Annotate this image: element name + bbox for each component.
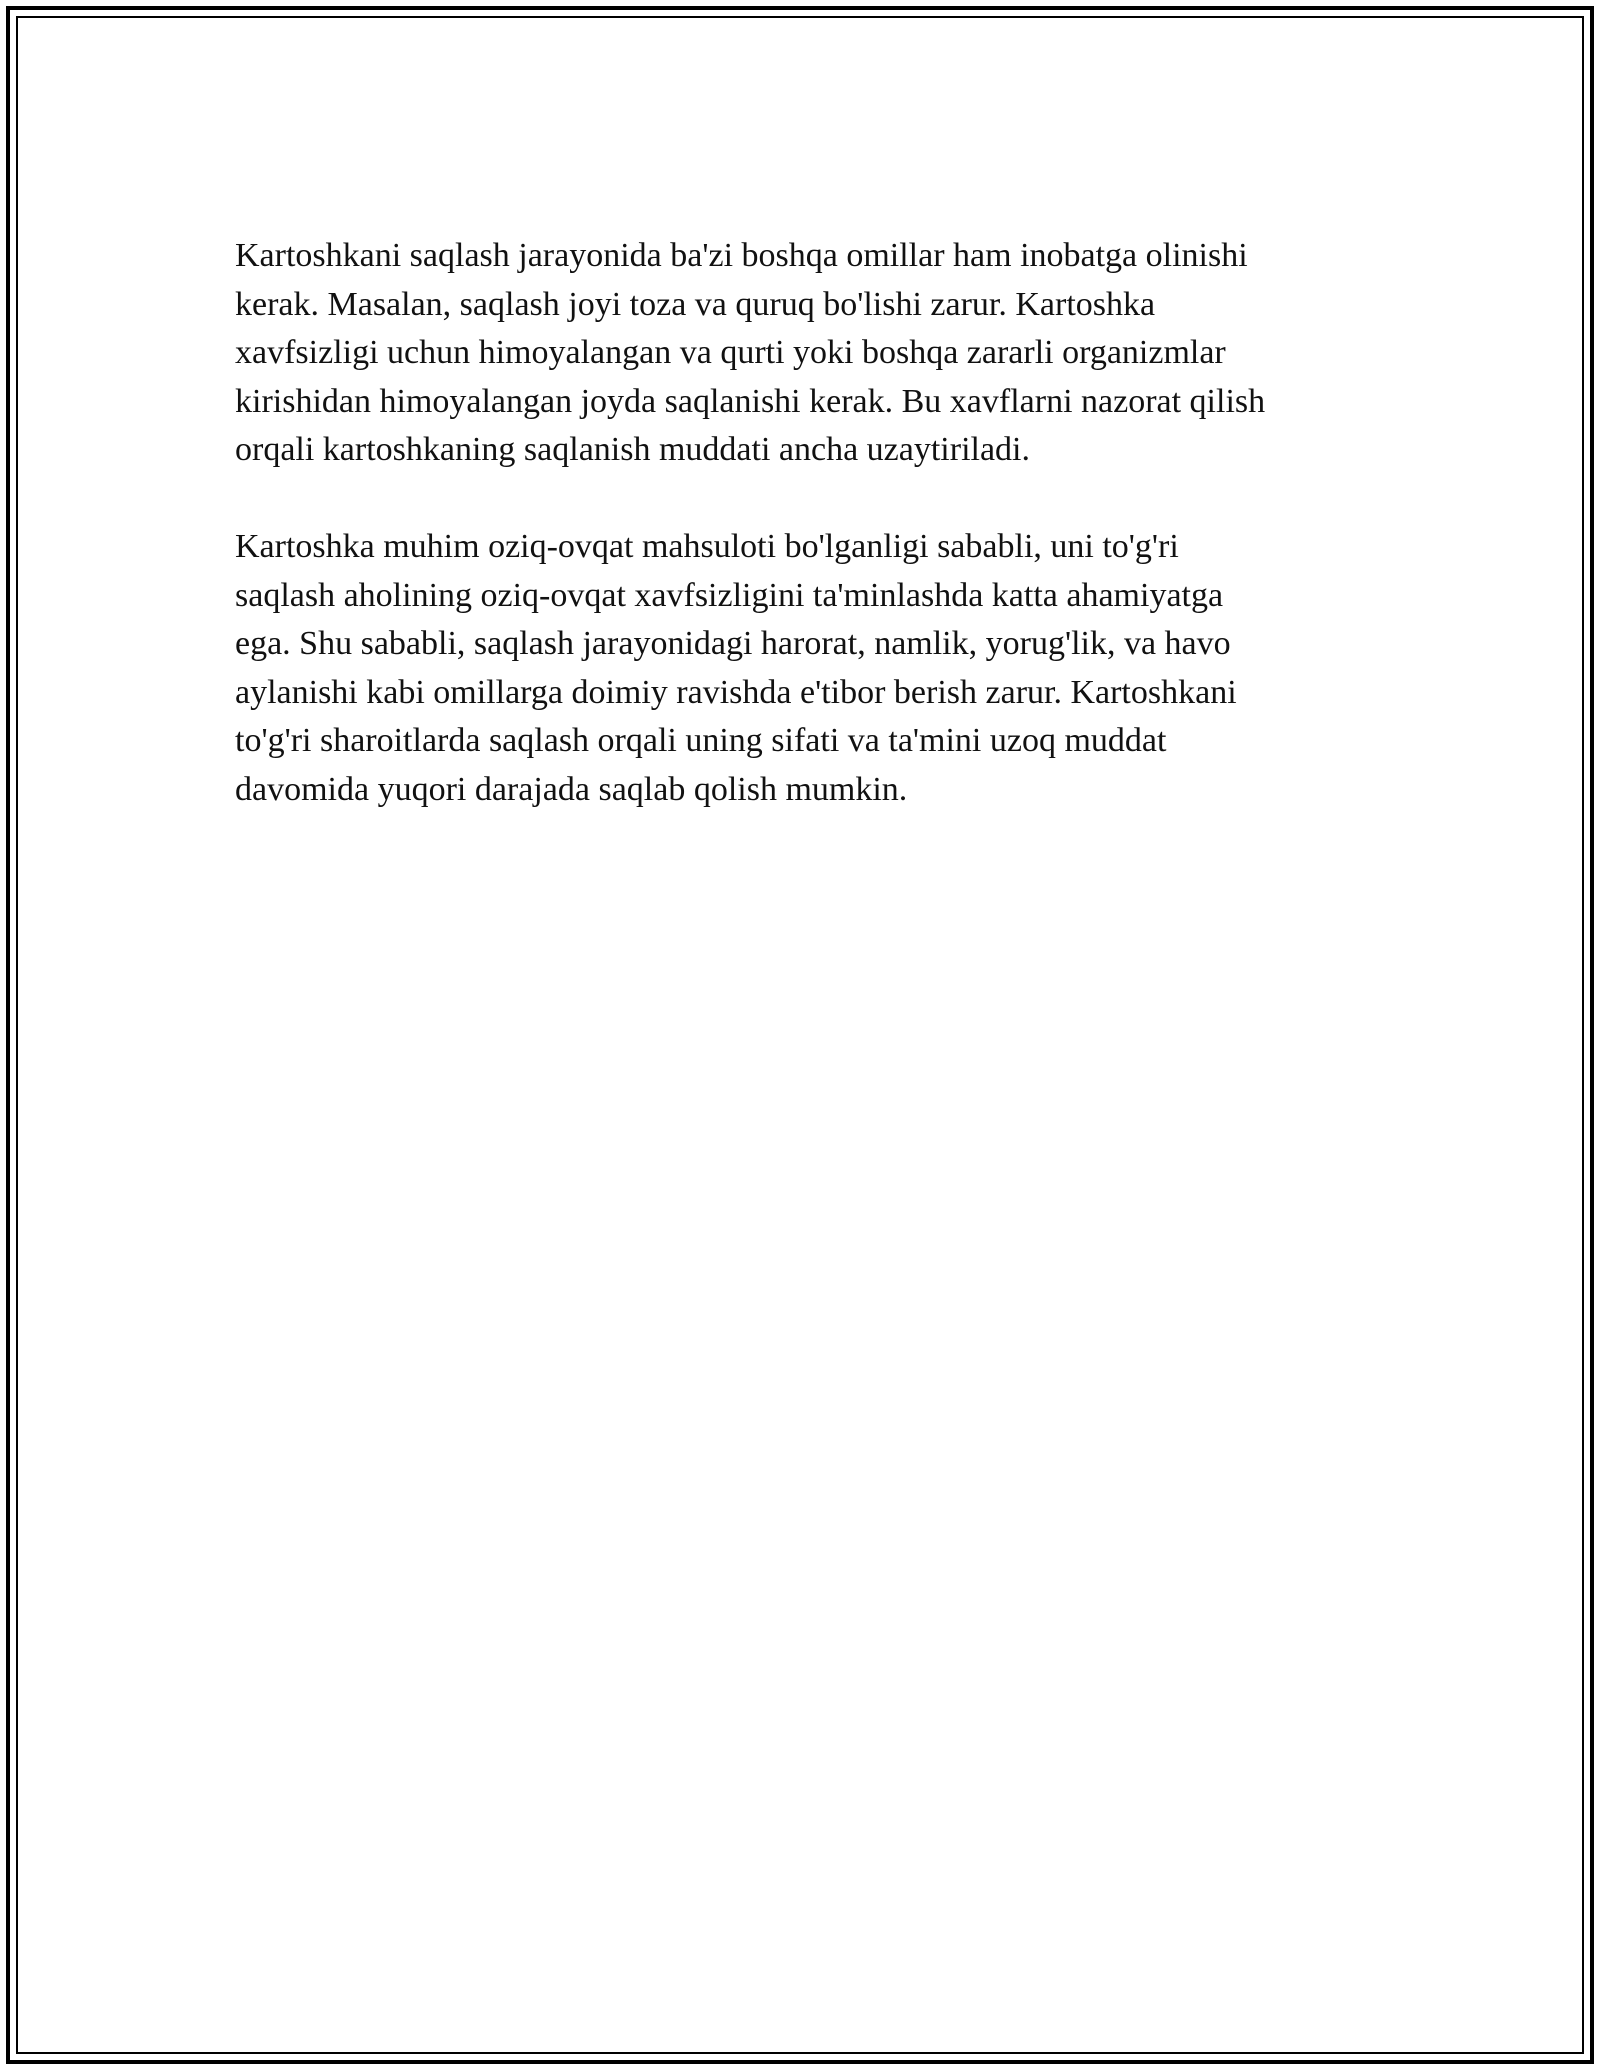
text-line: davomida yuqori darajada saqlab qolish mumkin. xyxy=(235,770,908,808)
text-line: to'g'ri sharoitlarda saqlash orqali uning sifati va ta'mini uzoq muddat xyxy=(235,722,1167,759)
document-body xyxy=(235,232,1365,863)
paragraph-2 xyxy=(235,523,1365,814)
text-line: Kartoshkani saqlash jarayonida ba'zi boshqa omillar ham inobatga olinishi xyxy=(235,237,1248,274)
text-line: kerak. Masalan, saqlash joyi toza va quruq bo'lishi zarur. Kartoshka xyxy=(235,285,1156,323)
text-line: ega. Shu sababli, saqlash jarayonidagi harorat, namlik, yorug'lik, va havo xyxy=(235,625,1231,662)
text-line: Kartoshka muhim oziq-ovqat mahsuloti bo'lganligi sababli, uni to'g'ri xyxy=(235,528,1179,565)
text-line: saqlash aholining oziq-ovqat xavfsizligini ta'minlashda katta ahamiyatga xyxy=(235,576,1224,614)
text-line: orqali kartoshkaning saqlanish muddati ancha uzaytiriladi. xyxy=(235,431,1030,468)
paragraph-1 xyxy=(235,232,1365,475)
text-line: xavfsizligi uchun himoyalangan va qurti yoki boshqa zararli organizmlar xyxy=(235,334,1226,371)
text-line: kirishidan himoyalangan joyda saqlanishi kerak. Bu xavflarni nazorat qilish xyxy=(235,382,1266,420)
text-line: aylanishi kabi omillarga doimiy ravishda e'tibor berish zarur. Kartoshkani xyxy=(235,673,1237,711)
